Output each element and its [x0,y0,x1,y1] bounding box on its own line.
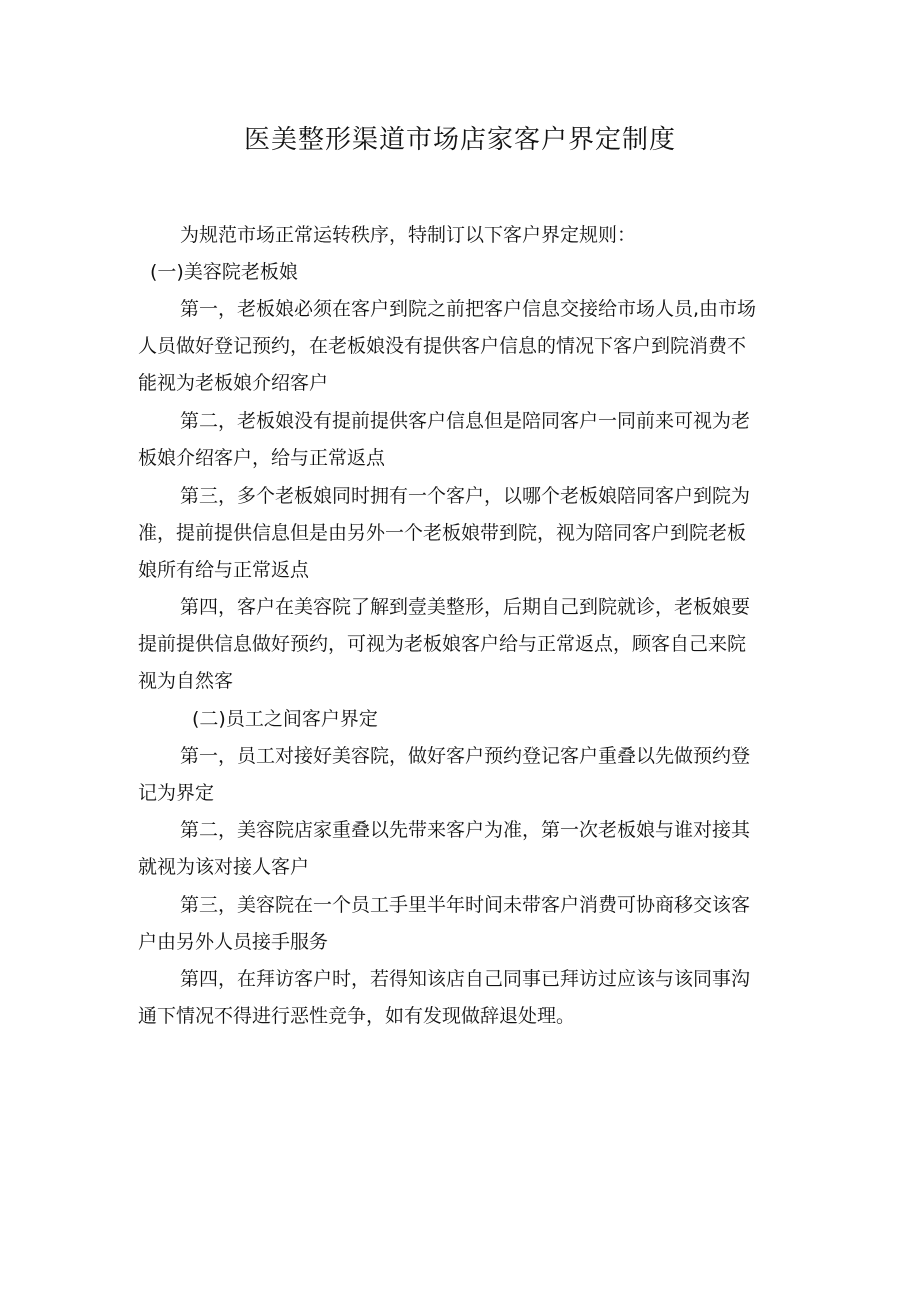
document-title: 医美整形渠道市场店家客户界定制度 [243,125,676,155]
section2-item4-line1: 第四，在拜访客户时，若得知该店自己同事已拜访过应该与该同事沟 [180,968,751,990]
section1-item1-line3: 能视为老板娘介绍客户 [138,372,329,394]
section2-item1-line1: 第一，员工对接好美容院，做好客户预约登记客户重叠以先做预约登 [180,745,751,767]
section1-item3-line3: 娘所有给与正常返点 [138,559,310,581]
section2-item4-line2: 通下情况不得进行恶性竞争，如有发现做辞退处理。 [138,1005,576,1027]
section1-item3-line2: 准，提前提供信息但是由另外一个老板娘带到院，视为陪同客户到院老板 [138,522,747,544]
section2-item3-line1: 第三，美容院在一个员工手里半年时间未带客户消费可协商移交该客 [180,894,751,916]
section2-heading: (二)员工之间客户界定 [192,708,378,730]
section1-item2-line2: 板娘介绍客户，给与正常返点 [138,447,386,469]
section1-item4-line3: 视为自然客 [138,670,234,692]
section2-item1-line2: 记为界定 [138,782,215,804]
section1-item4-line2: 提前提供信息做好预约，可视为老板娘客户给与正常返点，顾客自己来院 [138,633,747,655]
section2-item2-line2: 就视为该对接人客户 [138,856,310,878]
section2-item3-line2: 户由另外人员接手服务 [138,931,329,953]
section1-item1-line1: 第一，老板娘必须在客户到院之前把客户信息交接给市场人员,由市场 [180,298,757,320]
section1-item4-line1: 第四，客户在美容院了解到壹美整形，后期自己到院就诊，老板娘要 [180,596,751,618]
intro-paragraph: 为规范市场正常运转秩序，特制订以下客户界定规则： [180,224,637,246]
section1-item1-line2: 人员做好登记预约，在老板娘没有提供客户信息的情况下客户到院消费不 [138,335,747,357]
section1-heading: (一)美容院老板娘 [150,261,298,283]
section1-item3-line1: 第三，多个老板娘同时拥有一个客户，以哪个老板娘陪同客户到院为 [180,485,751,507]
section1-item2-line1: 第二，老板娘没有提前提供客户信息但是陪同客户一同前来可视为老 [180,410,751,432]
section2-item2-line1: 第二，美容院店家重叠以先带来客户为准，第一次老板娘与谁对接其 [180,819,751,841]
